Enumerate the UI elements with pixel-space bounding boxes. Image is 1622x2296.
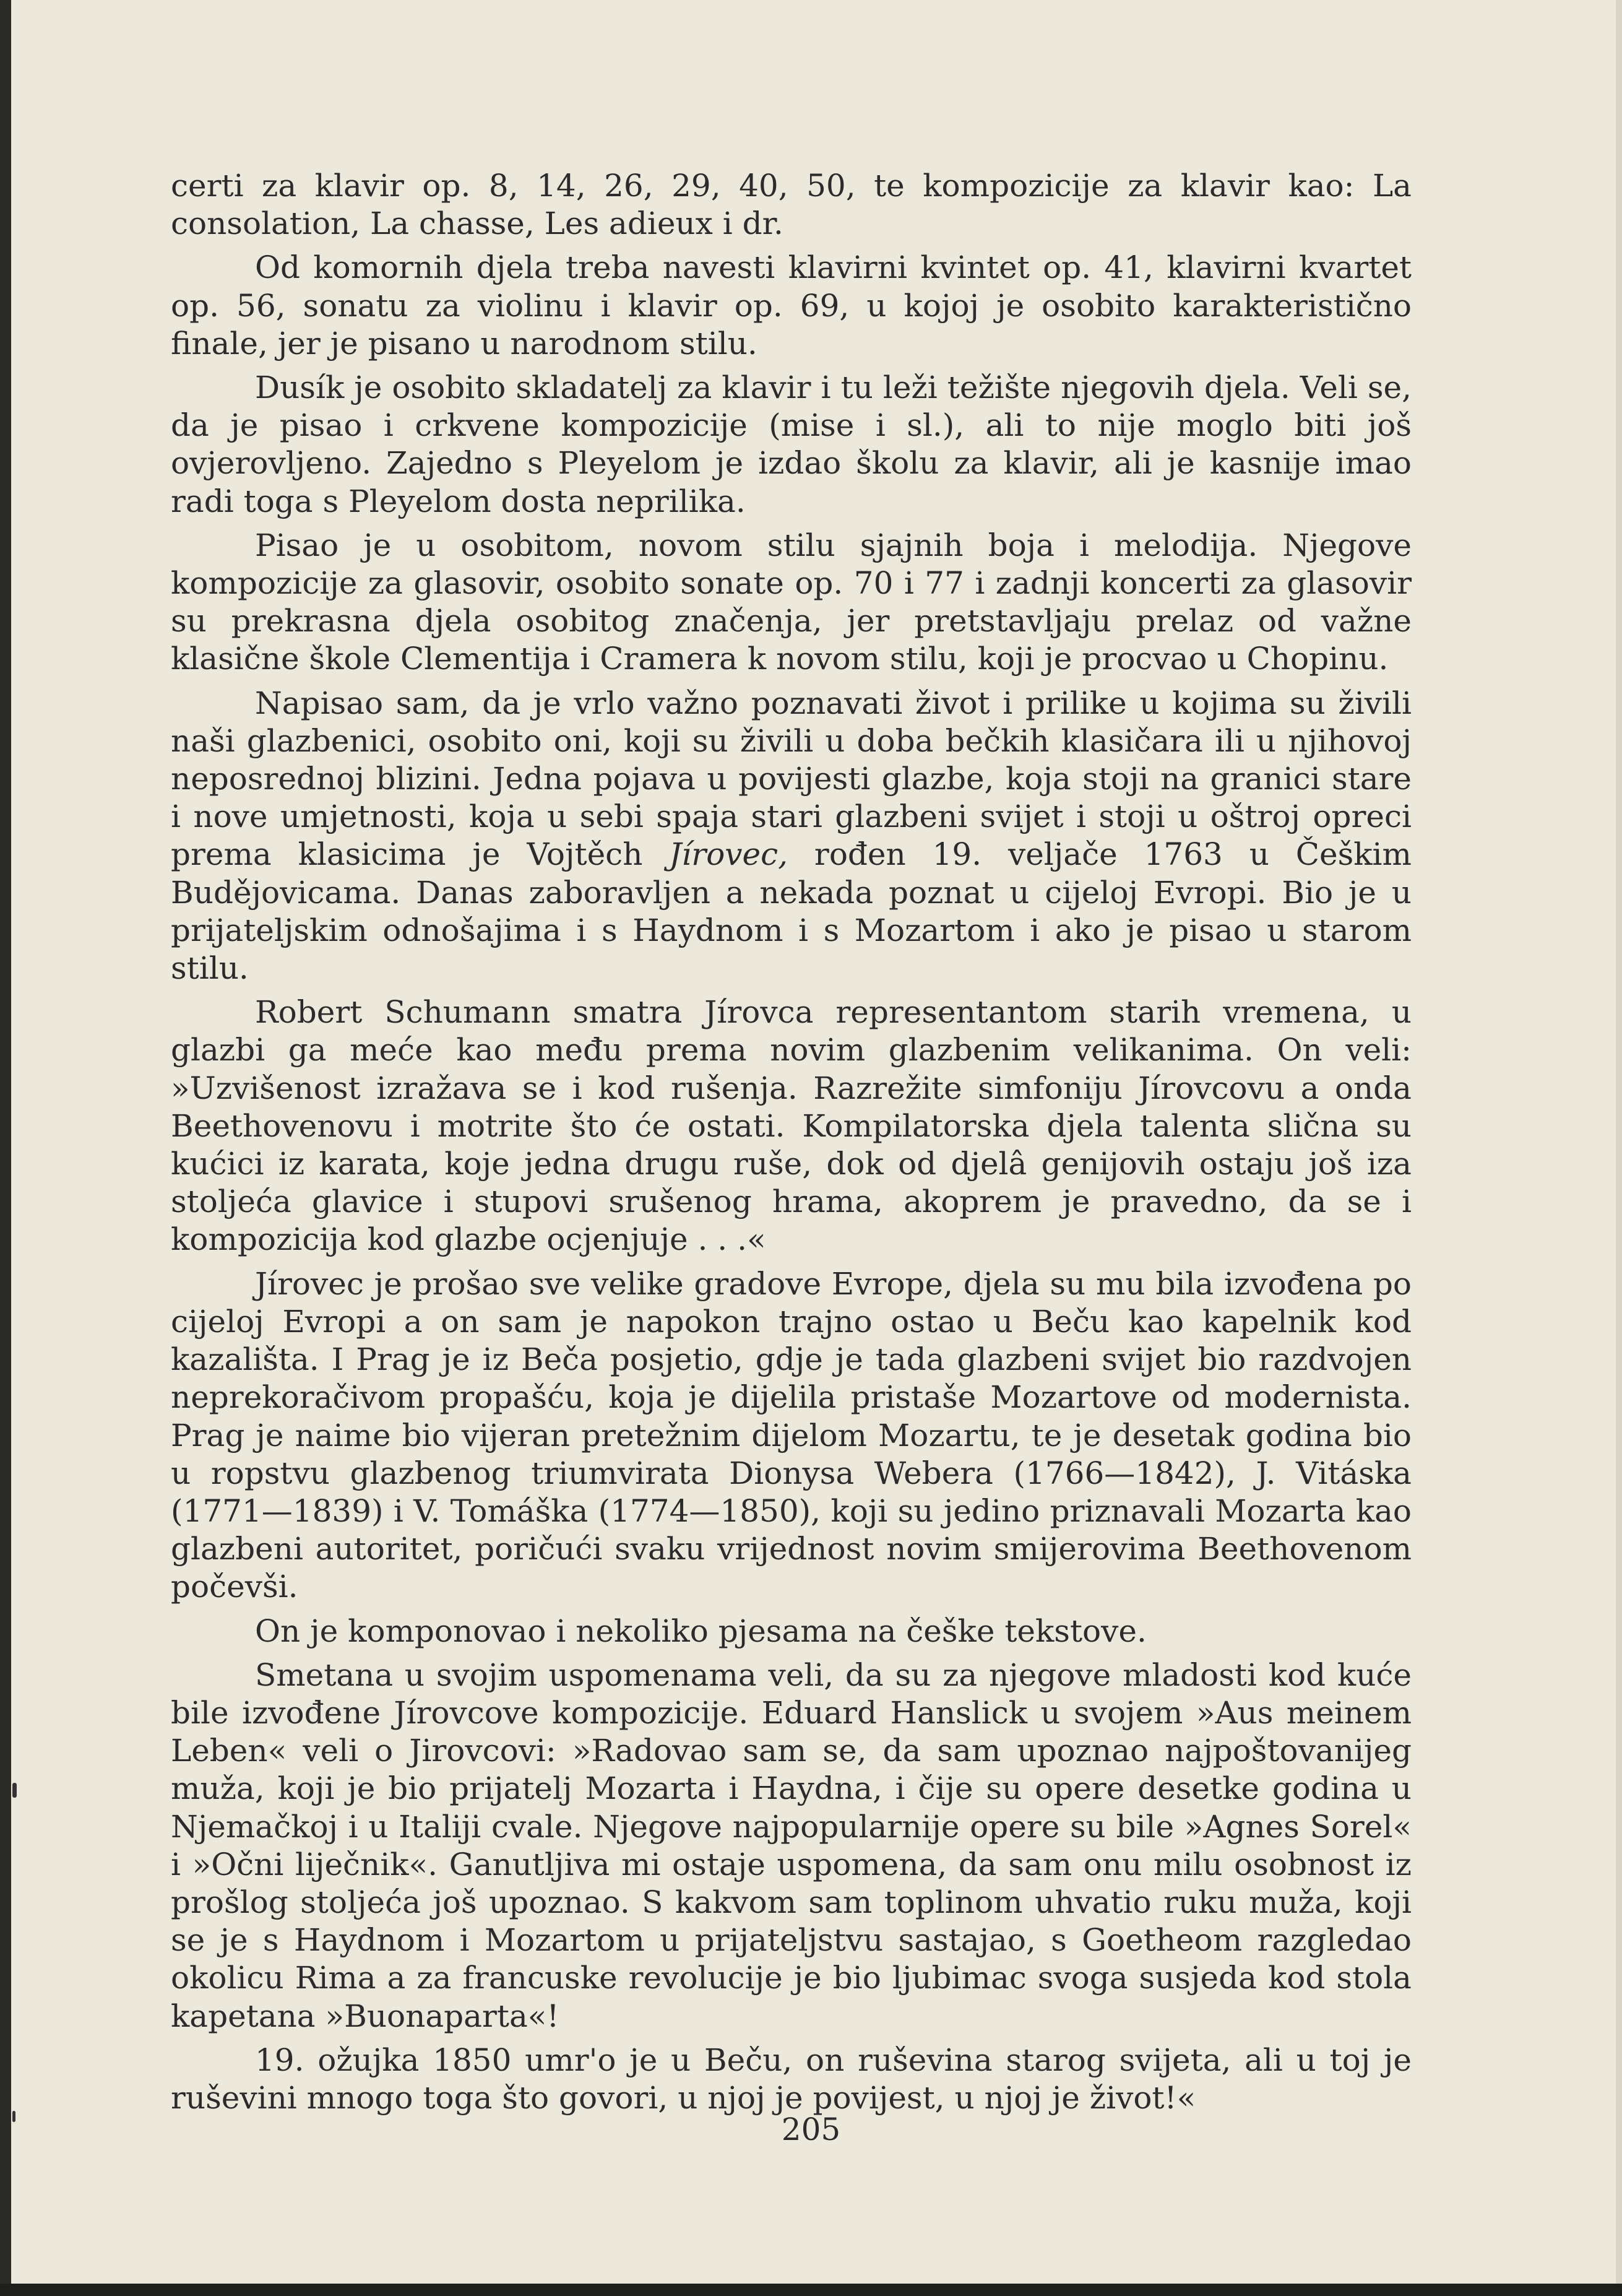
scan-bottom-edge [0,2284,1622,2296]
paragraph: certi za klavir op. 8, 14, 26, 29, 40, 50, te kompozicije za klavir kao: La consolation, La chasse, Les adieux i dr. [171,168,1412,242]
scan-speck [12,1783,17,1798]
paragraph-text: rođen 19. veljače 1763 u Češkim Budějovicama. Danas zaboravljen a nekada poznat u cijeloj Evropi. Bio je u prijateljskim odnošajima i s Haydnom i s Mozartom i ako je pisao u starom stilu. [171,836,1412,987]
paragraph: Jírovec je prošao sve velike gradove Evrope, djela su mu bila izvođena po cijeloj Evropi a on sam je napokon trajno ostao u Beču kao kapelnik kod kazališta. I Prag je iz Beča posjetio, gdje je tada glazbeni svijet bio razdvojen neprekoračivom propašću, koja je dijelila pristaše Mozartove od modernista. Prag je naime bio vijeran pretežnim dijelom Mozartu, te je desetak godina bio u ropstvu glazbenog triumvirata Dionysa Webera (1766—1842), J. Vitáska (1771—1839) i V. Tomáška (1774—1850), koji su jedino priznavali Mozarta kao glazbeni autoritet, poričući svaku vrijednost novim smijerovima Beethovenom počevši. [171,1265,1412,1605]
paragraph: 19. ožujka 1850 umr'o je u Beču, on ruševina starog svijeta, ali u toj je ruševini mnogo toga što govori, u njoj je povijest, u njoj je život!« [171,2042,1412,2116]
paragraph-text: Napisao sam, da je vrlo važno poznavati život i prilike u kojima su živili naši glazbenici, osobito oni, koji su živili u doba bečkih klasičara ili u njihovoj neposrednoj blizini. Jedna pojava u povijesti glazbe, koja stoji na granici stare i nove umjetnosti, koja u sebi spaja stari glazbeni svijet i stoji u oštroj opreci prema klasicima je Vojtěch [171,685,1412,873]
page-number: 205 [781,2112,841,2147]
paragraph: Od komornih djela treba navesti klavirni kvintet op. 41, klavirni kvartet op. 56, sonatu za violinu i klavir op. 69, u kojoj je osobito karakteristično finale, jer je pisano u narodnom stilu. [171,249,1412,362]
paragraph: Dusík je osobito skladatelj za klavir i tu leži težište njegovih djela. Veli se, da je pisao i crkvene kompozicije (mise i sl.), ali to nije moglo biti još ovjerovljeno. Zajedno s Pleyelom je izdao školu za klavir, ali je kasnije imao radi toga s Pleyelom dosta neprilika. [171,370,1412,519]
name-italic: Jírovec, [669,836,788,873]
scan-left-edge [0,0,11,2296]
paragraph [171,685,1412,988]
paragraph: Smetana u svojim uspomenama veli, da su za njegove mladosti kod kuće bile izvođene Jírovcove kompozicije. Eduard Hanslick u svojem »Aus meinem Leben« veli o Jirovcovi: »Radovao sam se, da sam upoznao najpoštovanijeg muža, koji je bio prijatelj Mozarta i Haydna, i čije su opere desetke godina u Njemačkoj i u Italiji cvale. Njegove najpopularnije opere su bile »Agnes Sorel« i »Očni liječnik«. Ganutljiva mi ostaje uspomena, da sam onu milu osobnost iz prošlog stoljeća još upoznao. S kakvom sam toplinom uhvatio ruku muža, koji se je s Haydnom i Mozartom u prijateljstvu sastajao, s Goetheom razgledao okolicu Rima a za francuske revolucije je bio ljubimac svoga susjeda kod stola kapetana »Buonaparta«! [171,1657,1412,2034]
paragraph: On je komponovao i nekoliko pjesama na češke tekstove. [255,1613,1147,1649]
body-text [171,167,1412,2123]
paragraph: Robert Schumann smatra Jírovca representantom starih vremena, u glazbi ga meće kao među prema novim glazbenim velikanima. On veli: »Uzvišenost izražava se i kod rušenja. Razrežite simfoniju Jírovcovu a onda Beethovenovu i motrite što će ostati. Kompilatorska djela talenta slična su kućici iz karata, koje jedna drugu ruše, dok od djelâ genijovih ostaju još iza stoljeća glavice i stupovi srušenog hrama, akoprem je pravedno, da se i kompozicija kod glazbe ocjenjuje . . .« [171,994,1412,1258]
scan-right-edge [1616,0,1622,2296]
paragraph: Pisao je u osobitom, novom stilu sjajnih boja i melodija. Njegove kompozicije za glasovir, osobito sonate op. 70 i 77 i zadnji koncerti za glasovir su prekrasna djela osobitog značenja, jer pretstavljaju prelaz od važne klasične škole Clementija i Cramera k novom stilu, koji je procvao u Chopinu. [171,527,1412,677]
